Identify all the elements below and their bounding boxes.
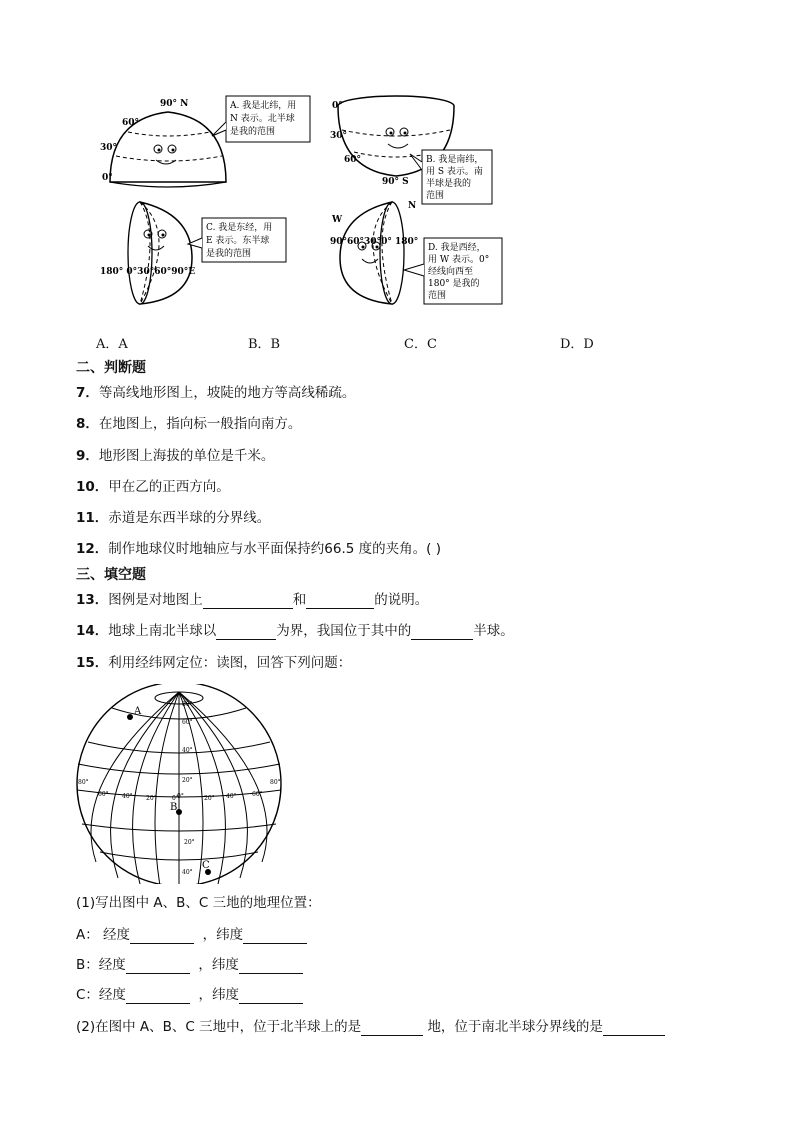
- label-east-longitudes: 180° 0°30°60°90°E: [100, 267, 196, 277]
- answer-label: ，纬度: [198, 957, 239, 973]
- question-text: 为界，我国位于其中的: [276, 623, 412, 639]
- lon-label: 40°: [226, 793, 237, 800]
- bubble-a-line: N 表示。北半球: [230, 114, 295, 124]
- question-text: 在地图上，指向标一般指向南方。: [98, 416, 302, 432]
- question-number: 12．: [76, 541, 109, 557]
- question-text: 地形图上海拔的单位是千米。: [98, 448, 275, 464]
- point-b-label: B: [170, 802, 178, 813]
- label-n: N: [408, 201, 417, 211]
- bubble-c-line: C. 我是东经，用: [206, 223, 273, 233]
- answer-blank[interactable]: [203, 594, 293, 609]
- answer-label: ，纬度: [202, 927, 244, 943]
- option-a[interactable]: A．A: [96, 337, 128, 352]
- question-text: 等高线地形图上，坡陡的地方等高线稀疏。: [98, 385, 356, 401]
- west-hemisphere-illustration: [340, 202, 404, 304]
- bubble-b: [410, 150, 492, 204]
- question-12: [76, 540, 441, 558]
- option-b[interactable]: B．B: [248, 337, 281, 352]
- bubble-a-line: 是我的范围: [230, 127, 276, 137]
- bubble-d-line: 范围: [428, 291, 447, 301]
- answer-label: ，纬度: [198, 987, 240, 1003]
- bubble-c-line: 是我的范围: [206, 249, 252, 259]
- question-text: 图例是对地图上: [108, 592, 203, 608]
- bubble-a-line: A. 我是北纬，用: [230, 101, 297, 111]
- label-w: W: [332, 215, 343, 225]
- bubble-b-line: B. 我是南纬，: [426, 155, 484, 165]
- bubble-d-line: D. 我是西经，: [428, 243, 486, 253]
- question-14: [76, 622, 514, 640]
- label-0n: 0°: [102, 173, 113, 183]
- longitude-blank-b[interactable]: [126, 959, 190, 974]
- answer-blank[interactable]: [306, 594, 374, 609]
- question-text: 半球。: [473, 623, 514, 639]
- question-7: [76, 384, 355, 402]
- bubble-b-line: 范围: [426, 191, 445, 201]
- lon-label: 60°: [98, 791, 109, 798]
- lon-label: 40°: [122, 793, 133, 800]
- bubble-d-line: 180° 是我的: [428, 279, 480, 289]
- question-text: 甲在乙的正西方向。: [108, 479, 230, 495]
- lon-label: 20°: [146, 795, 157, 802]
- question-13: [76, 591, 428, 609]
- question-number: 13．: [76, 592, 109, 608]
- question-15: [76, 654, 351, 672]
- option-c[interactable]: C．C: [404, 337, 437, 352]
- bubble-c: [188, 218, 286, 262]
- question-text: 和: [292, 592, 307, 608]
- graticule-globe-figure: [74, 684, 284, 884]
- longitude-blank-c[interactable]: [126, 989, 190, 1004]
- lat-label: 20°: [182, 777, 193, 784]
- section-judgement-title: 二、判断题: [76, 360, 146, 376]
- answer-blank[interactable]: [603, 1021, 665, 1036]
- question-number: 11．: [76, 510, 109, 526]
- answer-label: A： 经度: [76, 927, 131, 943]
- answer-blank[interactable]: [361, 1021, 423, 1036]
- question-8: [76, 415, 301, 433]
- meridian: [91, 692, 179, 862]
- answer-blank[interactable]: [411, 625, 473, 640]
- label-30n: 30°: [100, 143, 118, 153]
- east-hemisphere-illustration: [128, 202, 192, 304]
- sub-question-1-a: [76, 926, 307, 944]
- point-a-label: A: [134, 706, 142, 717]
- label-90s: 90° S: [382, 177, 409, 187]
- bubble-d: [404, 238, 502, 304]
- lat-label: 20°: [184, 839, 195, 846]
- meridian: [155, 692, 179, 884]
- section-fill-title: 三、填空题: [76, 567, 146, 583]
- question-number: 10．: [76, 479, 109, 495]
- question-number: 14．: [76, 623, 109, 639]
- hemisphere-cartoon-figure: [100, 94, 504, 308]
- bubble-b-line: 用 S 表示。南: [426, 167, 483, 177]
- meridian: [111, 692, 179, 878]
- point-c-label: C: [202, 860, 210, 871]
- question-number: 8．: [76, 416, 99, 432]
- bubble-d-line: 经线向西至: [428, 267, 474, 277]
- question-text: 的说明。: [374, 592, 429, 608]
- question-10: [76, 478, 230, 496]
- lat-label: 40°: [182, 869, 193, 876]
- bubble-b-line: 半球是我的: [426, 179, 472, 189]
- bubble-c-line: E 表示。东半球: [206, 236, 270, 246]
- sub-question-2: [76, 1018, 665, 1036]
- lat-label: 0°: [172, 795, 179, 802]
- latitude-blank-c[interactable]: [239, 989, 303, 1004]
- question-number: 7．: [76, 385, 99, 401]
- label-60s: 60°: [344, 155, 362, 165]
- question-number: 9．: [76, 448, 99, 464]
- lon-label: 20°: [204, 795, 215, 802]
- bubble-a: [212, 96, 310, 142]
- meridian: [133, 692, 179, 884]
- question-9: [76, 447, 274, 465]
- answer-label: B：经度: [76, 957, 126, 973]
- question-text: (2)在图中 A、B、C 三地中，位于北半球上的是: [76, 1019, 362, 1035]
- question-text: 利用经纬网定位：读图，回答下列问题：: [108, 655, 352, 671]
- lat-label: 80°: [182, 701, 193, 708]
- lon-label: 80°: [78, 779, 89, 786]
- answer-blank[interactable]: [216, 625, 276, 640]
- longitude-blank-a[interactable]: [130, 929, 194, 944]
- label-30s: 30°: [330, 131, 348, 141]
- label-90n: 90° N: [160, 99, 189, 109]
- lon-label: 0°: [177, 793, 184, 800]
- sub-question-1-b: [76, 956, 303, 974]
- lat-label: 60°: [182, 719, 193, 726]
- lat-label: 40°: [182, 747, 193, 754]
- option-d[interactable]: D．D: [560, 337, 594, 352]
- latitude-blank-b[interactable]: [239, 959, 303, 974]
- question-number: 15．: [76, 655, 109, 671]
- question-11: [76, 509, 270, 527]
- question-text: 地球上南北半球以: [108, 623, 217, 639]
- label-60n: 60°: [122, 118, 140, 128]
- label-west-longitudes: 90°60°30°0° 180°: [330, 237, 419, 247]
- sub-question-1-intro: (1)写出图中 A、B、C 三地的地理位置：: [76, 895, 321, 911]
- question-text: 制作地球仪时地轴应与水平面保持约66.5 度的夹角。( ): [108, 541, 441, 557]
- label-0s: 0°: [332, 101, 343, 111]
- point-a-marker[interactable]: [127, 714, 133, 720]
- latitude-blank-a[interactable]: [243, 929, 307, 944]
- answer-label: C：经度: [76, 987, 126, 1003]
- lon-label: 60°: [252, 791, 263, 798]
- question-text: 赤道是东西半球的分界线。: [108, 510, 271, 526]
- lon-label: 80°: [270, 779, 281, 786]
- bubble-d-line: 用 W 表示。0°: [428, 255, 490, 265]
- sub-question-1-c: [76, 986, 303, 1004]
- question-text: 地，位于南北半球分界线的是: [427, 1019, 603, 1035]
